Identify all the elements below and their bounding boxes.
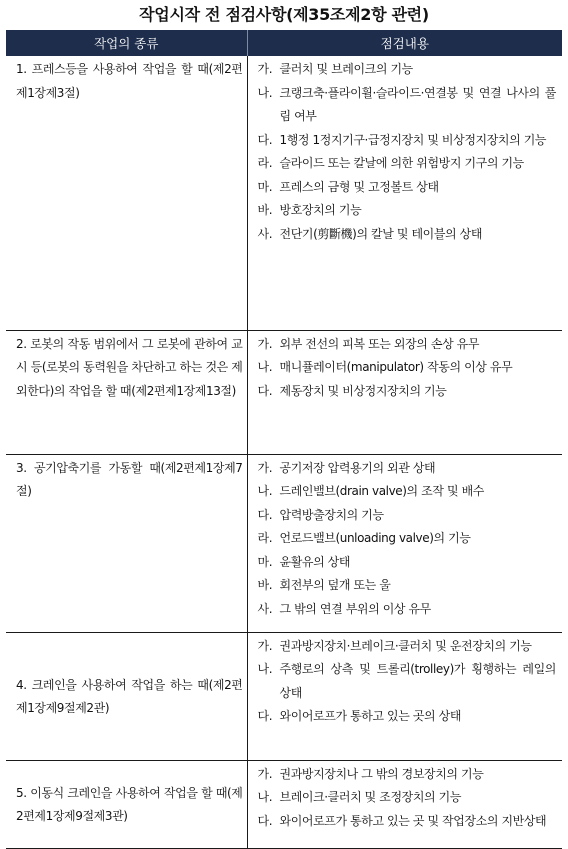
inspection-item <box>258 58 557 82</box>
item-marker: 바. <box>257 203 273 217</box>
item-marker: 사. <box>257 601 273 616</box>
inspection-item <box>258 658 557 705</box>
item-marker: 마. <box>257 554 273 569</box>
inspection-item <box>258 223 557 247</box>
item-marker: 가. <box>257 766 273 781</box>
inspection-list <box>258 763 557 834</box>
inspection-item <box>258 152 557 176</box>
item-text: 공기저장 압력용기의 외관 상태 <box>279 460 436 475</box>
table-row <box>6 330 562 454</box>
inspection-item <box>258 551 557 575</box>
item-text: 권과방지장치·브레이크·클러치 및 운전장치의 기능 <box>279 638 532 653</box>
item-marker: 라. <box>257 156 273 170</box>
item-text: 매니퓰레이터(manipulator) 작동의 이상 유무 <box>279 360 513 374</box>
inspection-item <box>258 598 557 622</box>
item-marker: 가. <box>257 336 273 351</box>
item-marker: 바. <box>257 578 273 592</box>
work-type-cell: 2. 로봇의 작동 범위에서 그 로봇에 관하여 교시 등(로봇의 동력원을 차단하고 하는 것은 제외한다)의 작업을 할 때(제2편제1장제13절) <box>6 330 247 454</box>
item-text: 주행로의 상측 및 트롤리(trolley)가 횡행하는 레일의 상태 <box>279 662 556 700</box>
inspection-item <box>258 763 557 787</box>
inspection-item <box>258 129 557 153</box>
item-marker: 사. <box>257 226 273 241</box>
item-text: 드레인밸브(drain valve)의 조작 및 배수 <box>279 484 484 498</box>
inspection-item <box>258 480 557 504</box>
item-text: 전단기(剪斷機)의 칼날 및 테이블의 상태 <box>279 226 483 241</box>
item-text: 1행정 1정지기구·급정지장치 및 비상정지장치의 기능 <box>279 132 547 147</box>
item-marker: 다. <box>257 132 273 147</box>
item-marker: 다. <box>257 813 273 828</box>
header-work-type: 작업의 종류 <box>6 30 247 56</box>
item-text: 윤활유의 상태 <box>279 554 351 569</box>
inspection-item <box>258 705 557 729</box>
work-type-cell: 5. 이동식 크레인을 사용하여 작업을 할 때(제2편제1장제9절제3관) <box>6 760 247 848</box>
item-text: 프레스의 금형 및 고정볼트 상태 <box>279 179 439 194</box>
inspection-item <box>258 527 557 551</box>
item-text: 클러치 및 브레이크의 기능 <box>279 62 413 76</box>
inspection-item <box>258 380 557 404</box>
item-marker: 나. <box>257 85 273 100</box>
item-text: 외부 전선의 피복 또는 외장의 손상 유무 <box>279 336 480 351</box>
inspection-list <box>258 333 557 404</box>
item-text: 권과방지장치나 그 밖의 경보장치의 기능 <box>279 766 484 781</box>
document-title: 작업시작 전 점검사항(제35조제2항 관련) <box>139 5 429 24</box>
item-text: 와이어로프가 통하고 있는 곳 및 작업장소의 지반상태 <box>279 813 547 828</box>
inspection-item <box>258 574 557 598</box>
item-marker: 나. <box>257 790 273 804</box>
item-marker: 가. <box>257 62 273 76</box>
item-marker: 마. <box>257 179 273 194</box>
inspection-cell <box>247 632 562 760</box>
item-text: 압력방출장치의 기능 <box>279 507 384 522</box>
inspection-item <box>258 457 557 481</box>
item-text: 제동장치 및 비상정지장치의 기능 <box>279 383 447 398</box>
inspection-cell <box>247 454 562 632</box>
item-marker: 나. <box>257 662 273 676</box>
work-type-cell: 4. 크레인을 사용하여 작업을 하는 때(제2편제1장제9절제2관) <box>6 632 247 760</box>
inspection-item <box>258 356 557 380</box>
item-text: 그 밖의 연결 부위의 이상 유무 <box>279 601 431 616</box>
inspection-list <box>258 457 557 622</box>
item-marker: 가. <box>257 460 273 475</box>
inspection-item <box>258 82 557 129</box>
inspection-cell <box>247 56 562 330</box>
item-marker: 나. <box>257 484 273 498</box>
work-type-cell: 3. 공기압축기를 가동할 때(제2편제1장제7절) <box>6 454 247 632</box>
item-marker: 다. <box>257 507 273 522</box>
item-text: 회전부의 덮개 또는 울 <box>279 578 391 592</box>
table-row <box>6 632 562 760</box>
table-header-row <box>6 30 562 56</box>
inspection-table <box>6 30 562 849</box>
table-row <box>6 760 562 848</box>
table-row <box>6 56 562 330</box>
item-text: 크랭크축·플라이휠·슬라이드·연결봉 및 연결 나사의 풀림 여부 <box>279 85 556 123</box>
inspection-item <box>258 199 557 223</box>
item-text: 방호장치의 기능 <box>279 203 362 217</box>
table-row <box>6 454 562 632</box>
item-text: 슬라이드 또는 칼날에 의한 위험방지 기구의 기능 <box>279 156 524 170</box>
item-marker: 나. <box>257 360 273 374</box>
item-marker: 라. <box>257 531 273 545</box>
inspection-cell <box>247 330 562 454</box>
header-inspection: 점검내용 <box>247 30 562 56</box>
inspection-item <box>258 810 557 834</box>
inspection-cell <box>247 760 562 848</box>
inspection-list <box>258 58 557 246</box>
work-type-cell: 1. 프레스등을 사용하여 작업을 할 때(제2편제1장제3절) <box>6 56 247 330</box>
inspection-item <box>258 333 557 357</box>
inspection-item <box>258 786 557 810</box>
item-marker: 가. <box>257 638 273 653</box>
inspection-item <box>258 176 557 200</box>
inspection-list <box>258 635 557 729</box>
item-marker: 다. <box>257 383 273 398</box>
item-marker: 다. <box>257 709 273 723</box>
inspection-item <box>258 635 557 659</box>
item-text: 언로드밸브(unloading valve)의 기능 <box>279 531 471 545</box>
item-text: 와이어로프가 통하고 있는 곳의 상태 <box>279 709 462 723</box>
item-text: 브레이크·클러치 및 조정장치의 기능 <box>279 790 462 804</box>
inspection-item <box>258 504 557 528</box>
